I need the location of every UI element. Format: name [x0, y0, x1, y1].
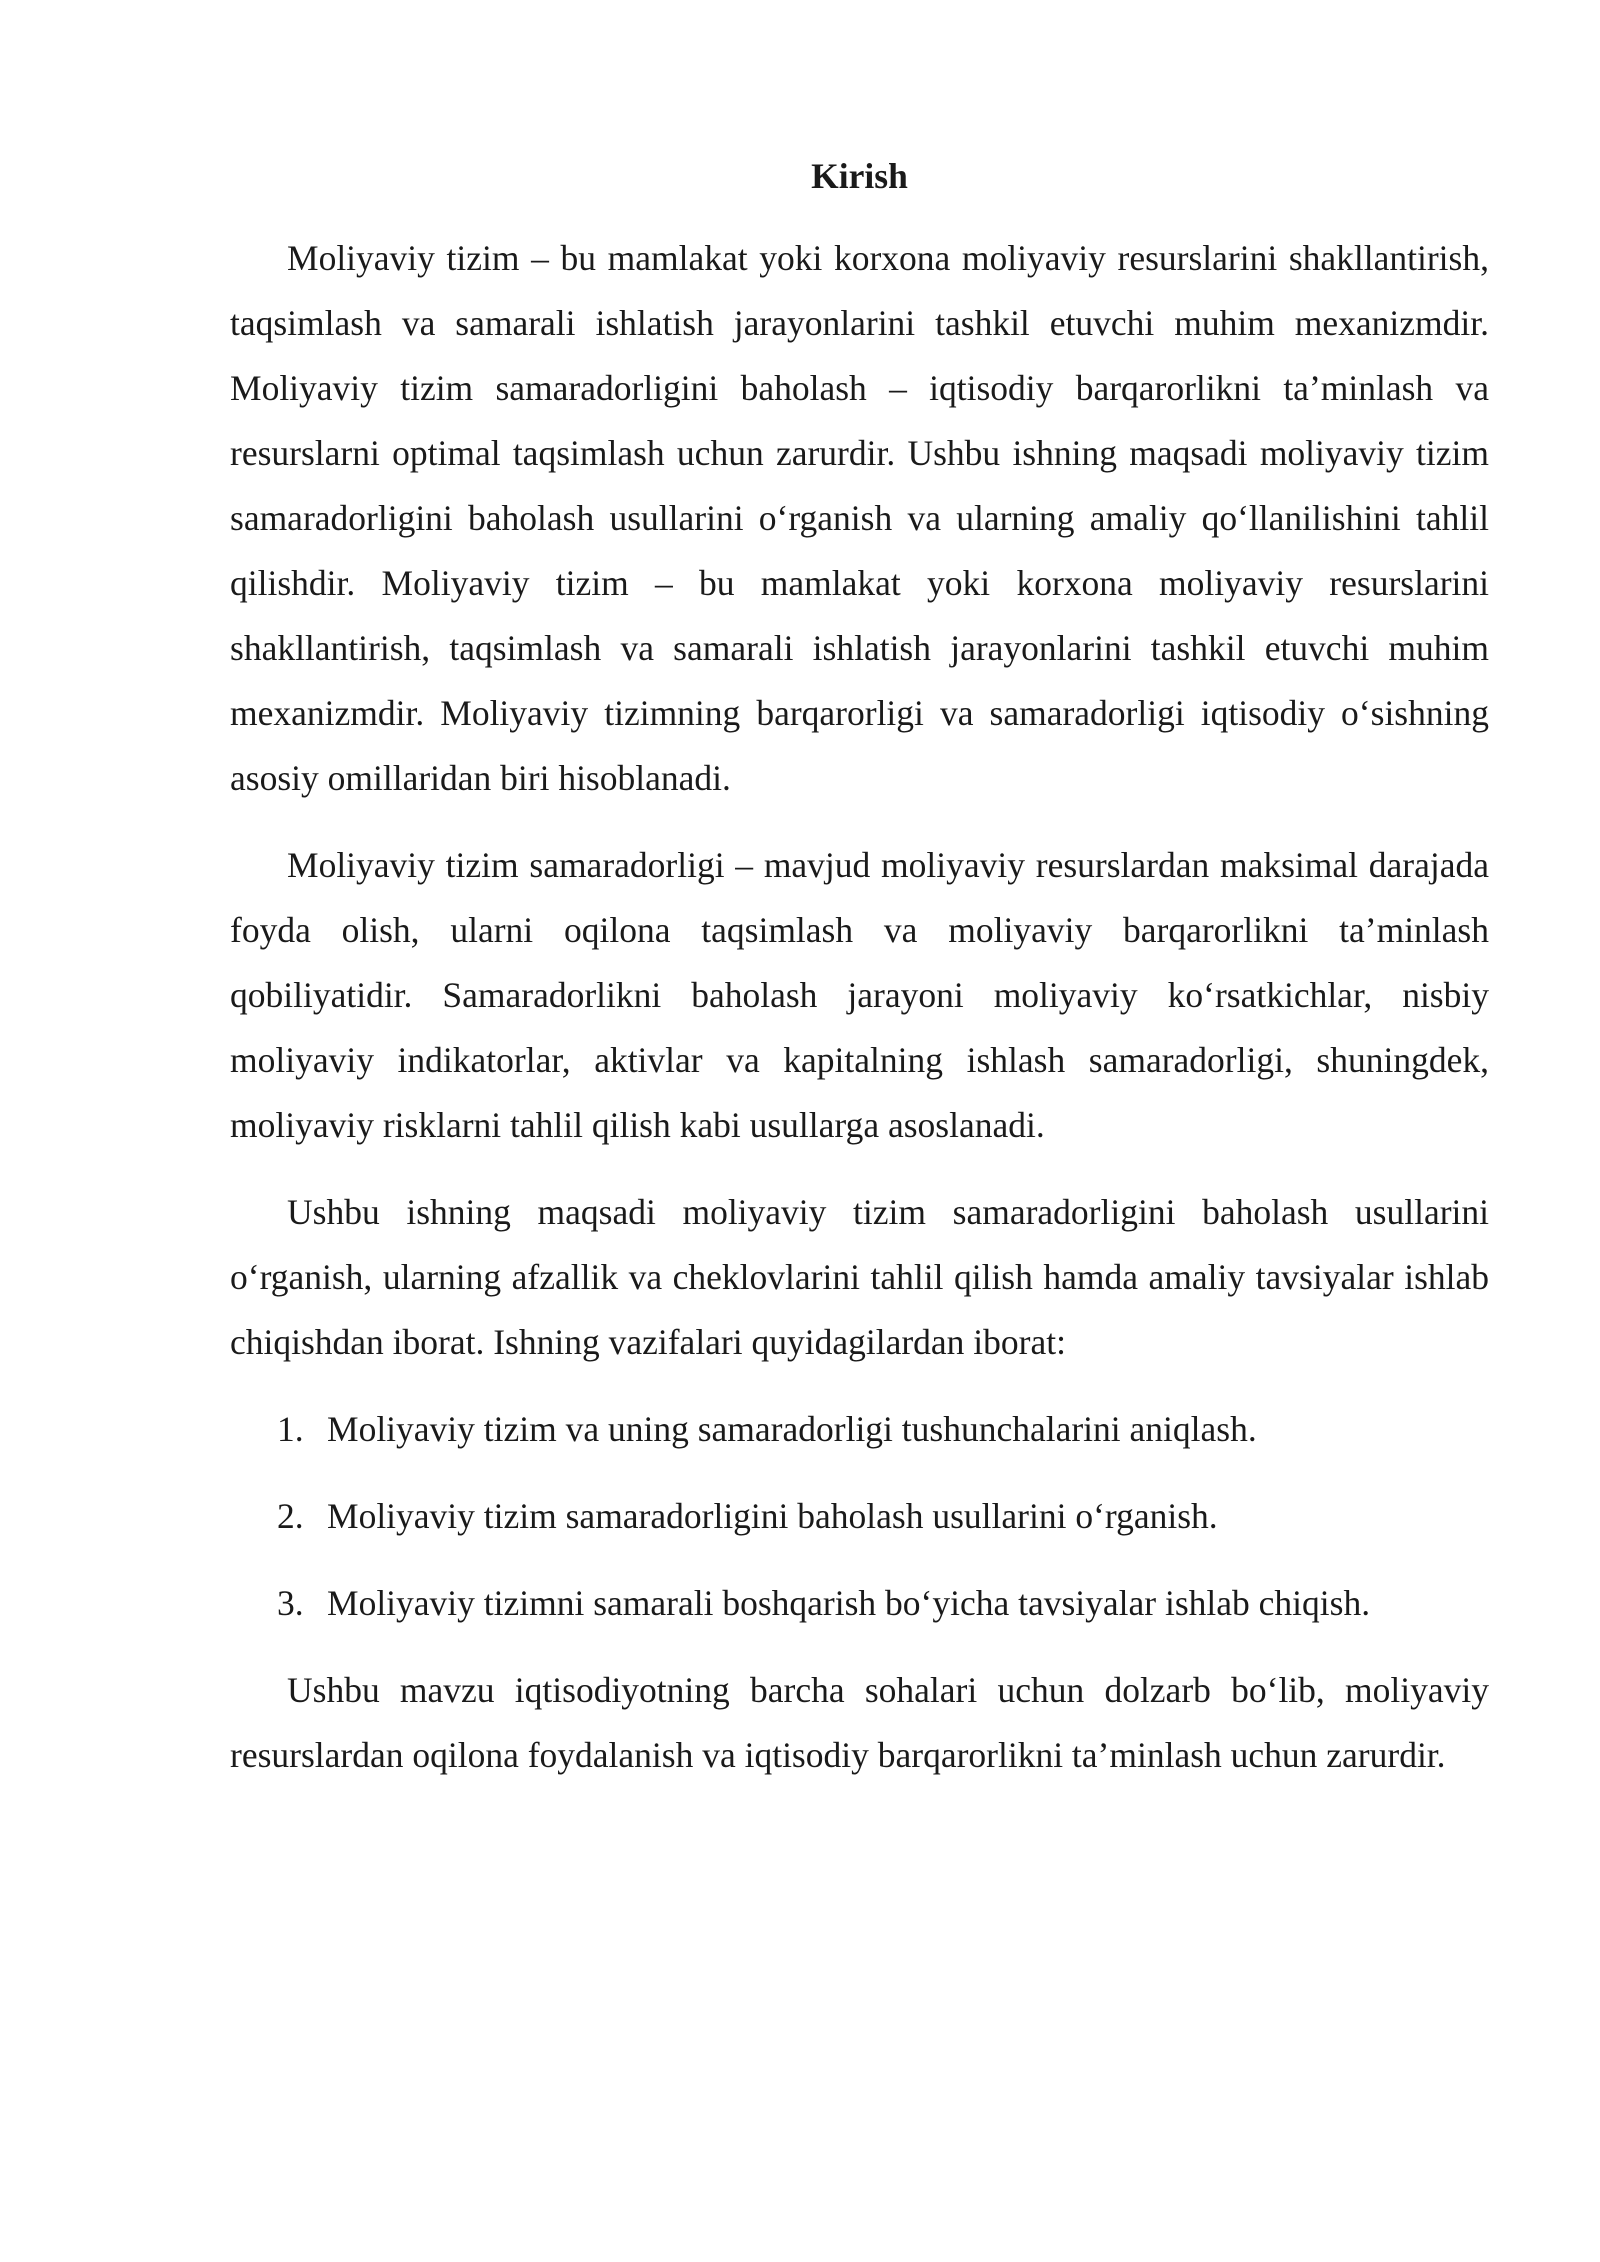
list-item-number: 1.	[277, 1409, 304, 1449]
list-item	[230, 1484, 1489, 1549]
document-title: Kirish	[811, 156, 908, 196]
list-item-number: 2.	[277, 1496, 304, 1536]
list-item-text: Moliyaviy tizim samaradorligini baholash usullarini o‘rganish.	[327, 1496, 1218, 1536]
list-item	[230, 1571, 1489, 1636]
intro-paragraph-1: Moliyaviy tizim – bu mamlakat yoki korxona moliyaviy resurslarini shakllantirish, taqsimlash va samarali ishlatish jarayonlarini tashkil etuvchi muhim mexanizmdir. Moliyaviy tizim samaradorligini baholash – iqtisodiy barqarorlikni ta’minlash va resurslarni optimal taqsimlash uchun zarurdir. Ushbu ishning maqsadi moliyaviy tizim samaradorligini baholash usullarini o‘rganish va ularning amaliy qo‘llanilishini tahlil qilishdir. Moliyaviy tizim – bu mamlakat yoki korxona moliyaviy resurslarini shakllantirish, taqsimlash va samarali ishlatish jarayonlarini tashkil etuvchi muhim mexanizmdir. Moliyaviy tizimning barqarorligi va samaradorligi iqtisodiy o‘sishning asosiy omillaridan biri hisoblanadi.	[230, 238, 1489, 798]
tasks-list	[230, 1397, 1489, 1636]
closing-paragraph: Ushbu mavzu iqtisodiyotning barcha sohalari uchun dolzarb bo‘lib, moliyaviy resurslardan oqilona foydalanish va iqtisodiy barqarorlikni ta’minlash uchun zarurdir.	[230, 1670, 1489, 1775]
intro-paragraph-2: Moliyaviy tizim samaradorligi – mavjud moliyaviy resurslardan maksimal darajada foyda olish, ularni oqilona taqsimlash va moliyaviy barqarorlikni ta’minlash qobiliyatidir. Samaradorlikni baholash jarayoni moliyaviy ko‘rsatkichlar, nisbiy moliyaviy indikatorlar, aktivlar va kapitalning ishlash samaradorligi, shuningdek, moliyaviy risklarni tahlil qilish kabi usullarga asoslanadi.	[230, 845, 1489, 1145]
list-item	[230, 1397, 1489, 1462]
intro-paragraph-3: Ushbu ishning maqsadi moliyaviy tizim samaradorligini baholash usullarini o‘rganish, ularning afzallik va cheklovlarini tahlil qilish hamda amaliy tavsiyalar ishlab chiqishdan iborat. Ishning vazifalari quyidagilardan iborat:	[230, 1192, 1489, 1362]
list-item-number: 3.	[277, 1583, 304, 1623]
list-item-text: Moliyaviy tizim va uning samaradorligi tushunchalarini aniqlash.	[327, 1409, 1257, 1449]
list-item-text: Moliyaviy tizimni samarali boshqarish bo‘yicha tavsiyalar ishlab chiqish.	[327, 1583, 1371, 1623]
document-body	[230, 148, 1489, 1810]
